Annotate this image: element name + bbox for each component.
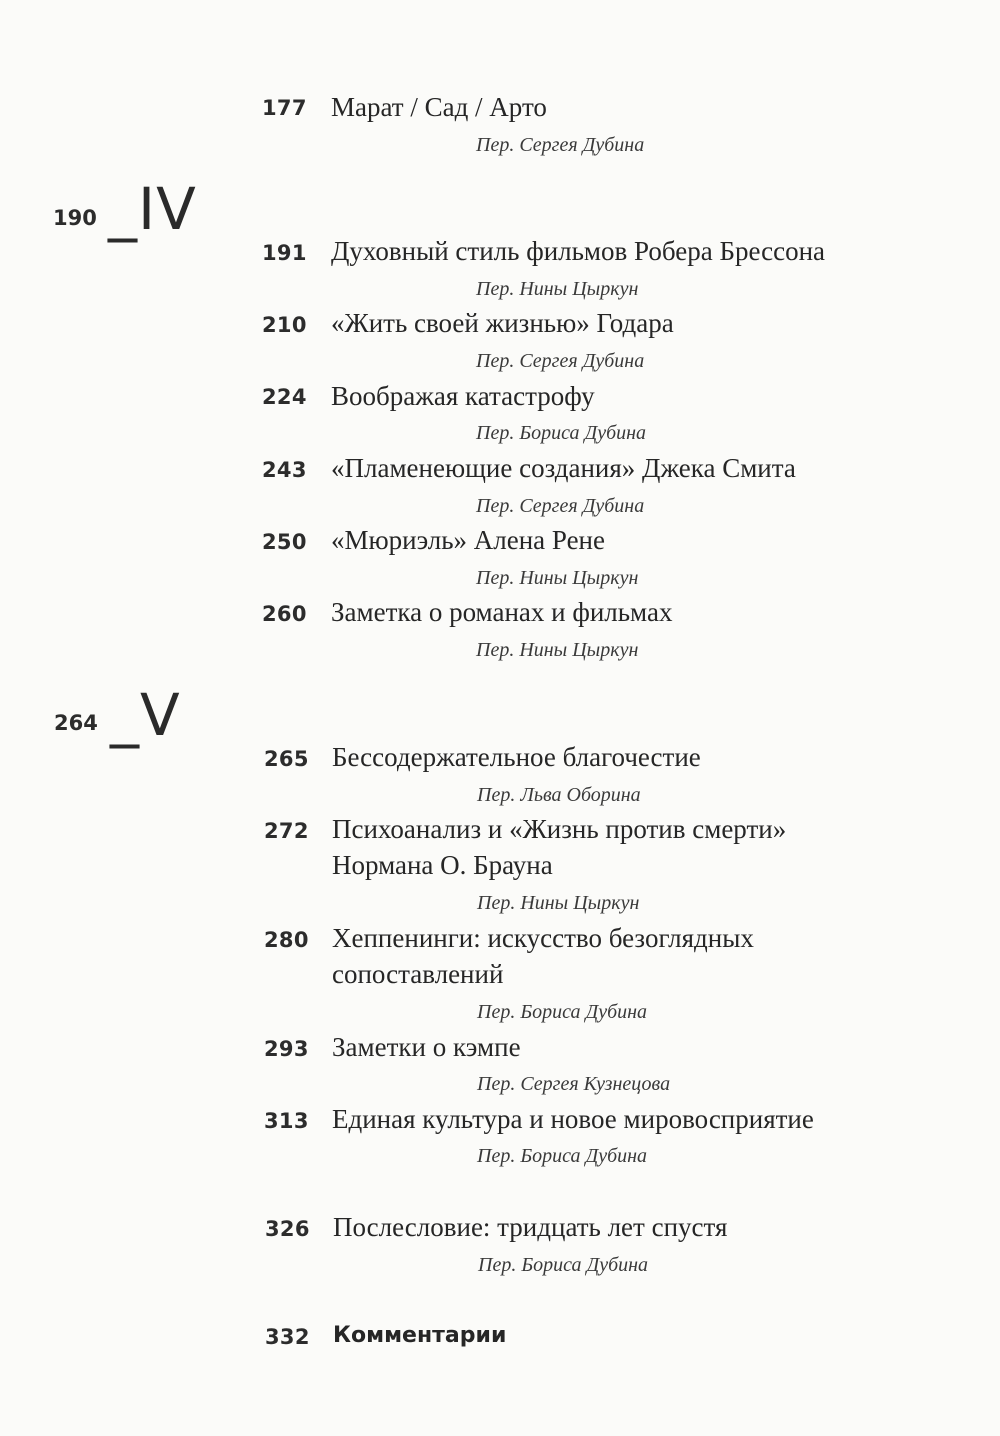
entry-title: Марат / Сад / Арто bbox=[331, 92, 547, 122]
page-number: 243 bbox=[262, 458, 307, 482]
entry-title: «Мюриэль» Алена Рене bbox=[331, 525, 605, 555]
page-number: 332 bbox=[265, 1325, 310, 1349]
page-number: 272 bbox=[264, 819, 309, 843]
section-numeral: _V bbox=[110, 681, 181, 749]
entry-title: Духовный стиль фильмов Робера Брессона bbox=[331, 236, 826, 266]
entry-title: Заметка о романах и фильмах bbox=[331, 597, 673, 627]
translator: Пер. Сергея Дубина bbox=[476, 495, 645, 517]
translator: Пер. Нины Цыркун bbox=[477, 892, 640, 914]
translator: Пер. Сергея Кузнецова bbox=[477, 1073, 671, 1095]
page-number: 191 bbox=[262, 241, 307, 265]
entry-title-line-1: Психоанализ и «Жизнь против смерти» bbox=[332, 814, 787, 844]
translator: Пер. Бориса Дубина bbox=[476, 422, 647, 444]
page-number: 293 bbox=[264, 1037, 309, 1061]
page-number: 224 bbox=[262, 385, 307, 409]
translator: Пер. Сергея Дубина bbox=[476, 134, 645, 156]
translator: Пер. Бориса Дубина bbox=[477, 1145, 648, 1167]
translator: Пер. Нины Цыркун bbox=[476, 567, 639, 589]
section-page-number: 264 bbox=[54, 711, 98, 735]
page-number: 250 bbox=[262, 530, 307, 554]
section-numeral: _IV bbox=[108, 175, 197, 243]
page-number: 326 bbox=[265, 1217, 310, 1241]
page-number: 260 bbox=[262, 602, 307, 626]
entry-title: Воображая катастрофу bbox=[331, 381, 595, 411]
entry-title: «Пламенеющие создания» Джека Смита bbox=[331, 453, 796, 483]
section-page-number: 190 bbox=[53, 206, 97, 230]
translator: Пер. Нины Цыркун bbox=[476, 639, 639, 661]
translator: Пер. Бориса Дубина bbox=[478, 1254, 649, 1276]
entry-title: «Жить своей жизнью» Годара bbox=[331, 308, 674, 338]
entry-title: Заметки о кэмпе bbox=[332, 1032, 521, 1062]
page-number: 313 bbox=[264, 1109, 309, 1133]
page-number: 210 bbox=[262, 313, 307, 337]
entry-title: Комментарии bbox=[333, 1323, 507, 1348]
entry-title: Единая культура и новое мировосприятие bbox=[332, 1104, 814, 1134]
page-number: 177 bbox=[262, 96, 307, 120]
translator: Пер. Льва Оборина bbox=[477, 784, 641, 806]
entry-title: Бессодержательное благочестие bbox=[332, 742, 701, 772]
page-number: 280 bbox=[264, 928, 309, 952]
page-number: 265 bbox=[264, 747, 309, 771]
entry-title-line-2: сопоставлений bbox=[332, 959, 504, 989]
entry-title-line-2: Нормана О. Брауна bbox=[332, 850, 553, 880]
entry-title: Послесловие: тридцать лет спустя bbox=[333, 1212, 728, 1242]
translator: Пер. Бориса Дубина bbox=[477, 1001, 648, 1023]
translator: Пер. Сергея Дубина bbox=[476, 350, 645, 372]
translator: Пер. Нины Цыркун bbox=[476, 278, 639, 300]
entry-title-line-1: Хеппенинги: искусство безоглядных bbox=[332, 923, 754, 953]
